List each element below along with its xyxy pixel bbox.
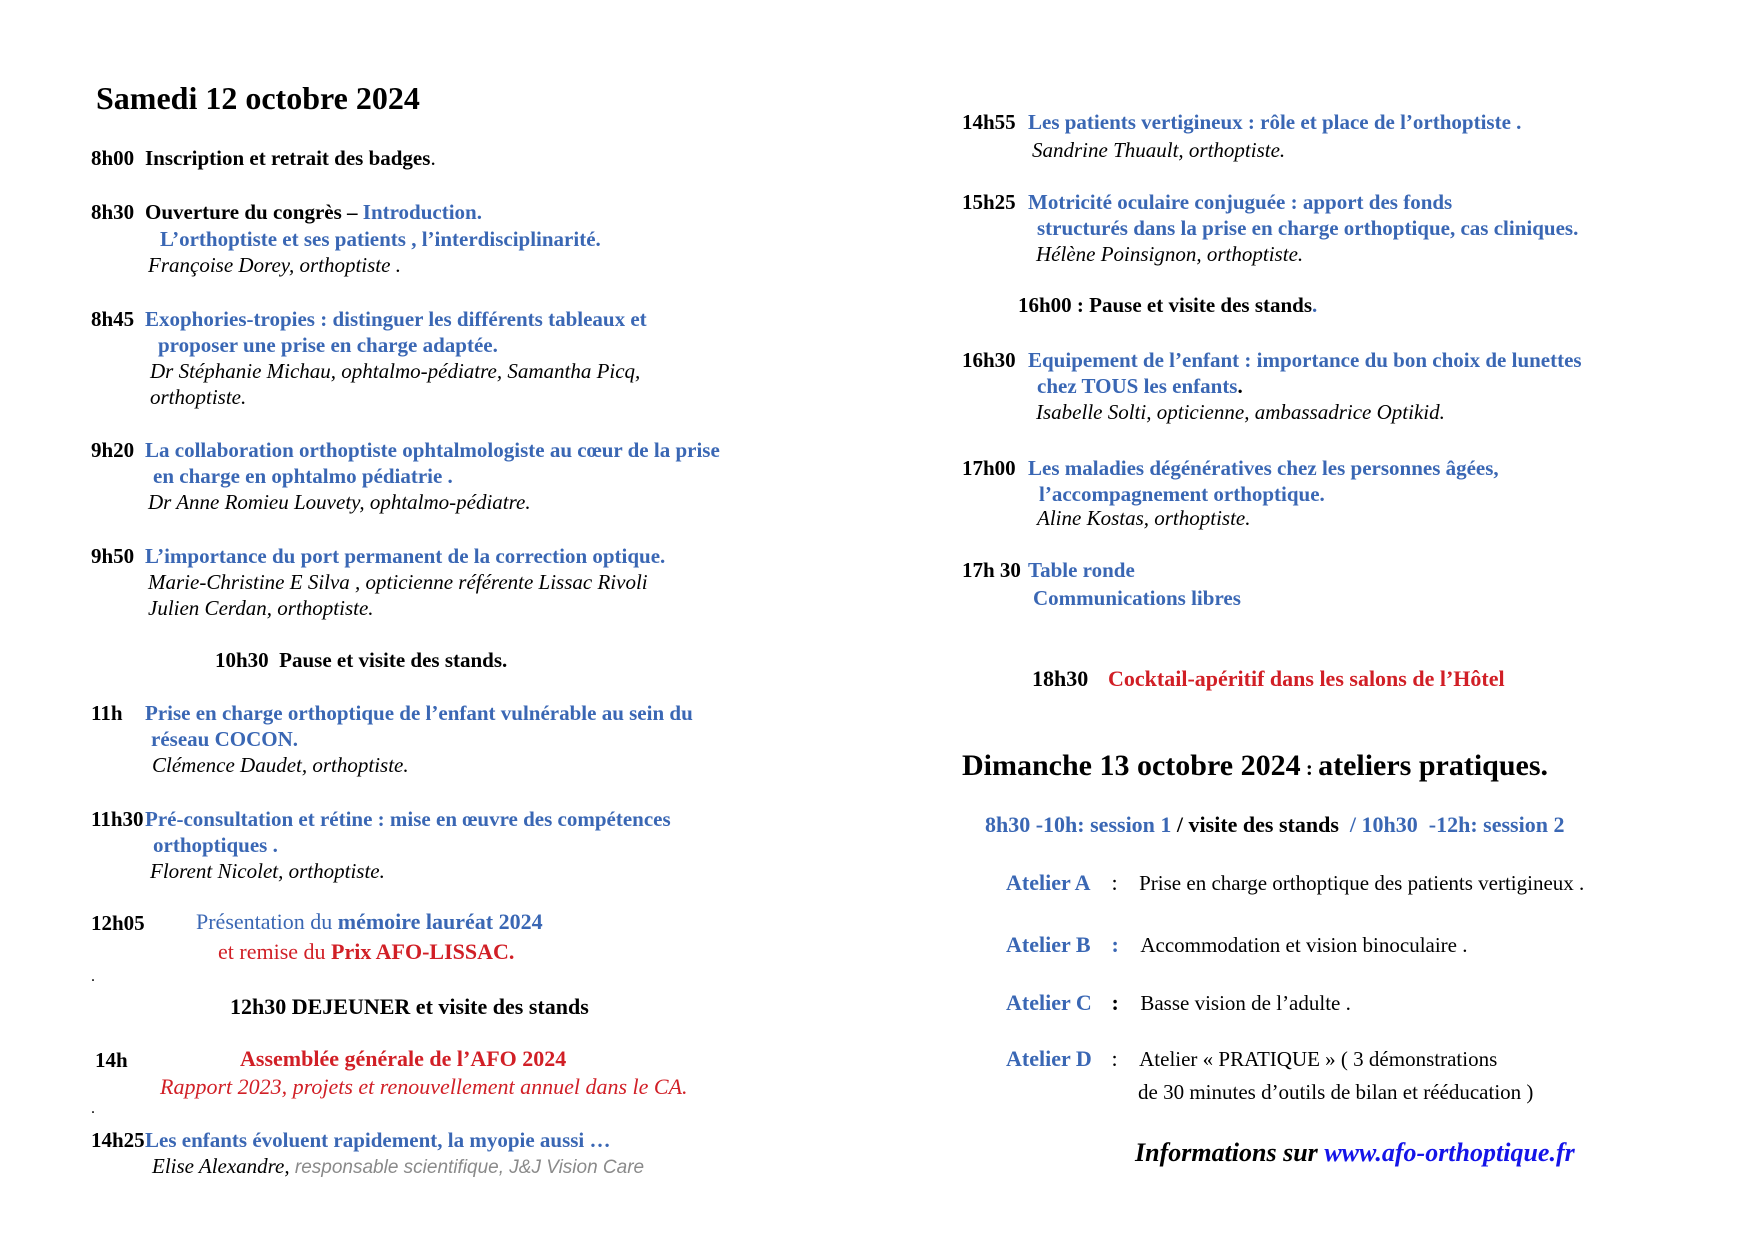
atelier-b-colon: :: [1106, 932, 1125, 957]
stray-dot-2: .: [91, 1100, 95, 1117]
footer-info-text: Informations sur: [1135, 1138, 1325, 1167]
event-0920-line1: [91, 438, 720, 463]
event-1205-line2: [218, 939, 514, 965]
sunday-heading-colon: :: [1300, 756, 1319, 780]
event-1700-speaker: Aline Kostas, orthoptiste.: [1037, 506, 1251, 530]
footer-info: [1135, 1138, 1575, 1169]
event-1525-speaker: Hélène Poinsignon, orthoptiste.: [1036, 242, 1304, 266]
pause-1030: 10h30 Pause et visite des stands.: [215, 648, 508, 672]
atelier-a-colon: :: [1106, 870, 1124, 895]
sunday-heading-date: Dimanche 13 octobre 2024: [962, 749, 1301, 782]
event-1205-prix: Prix AFO-LISSAC.: [331, 939, 515, 964]
event-1100-speaker: Clémence Daudet, orthoptiste.: [152, 753, 409, 777]
event-1425-speaker: [152, 1154, 644, 1179]
event-1130-title1: Pré-consultation et rétine : mise en œuvre des compétences: [145, 807, 671, 831]
event-1525-line1: [962, 190, 1452, 215]
event-1730-title1: Table ronde: [1028, 558, 1135, 582]
event-0800-time: 8h00: [91, 146, 135, 170]
stray-dot-1: .: [91, 968, 95, 985]
atelier-d-label: Atelier D: [1006, 1046, 1092, 1071]
event-1100-line2: réseau COCON.: [151, 727, 298, 751]
event-1455-title: Les patients vertigineux : rôle et place de l’orthoptiste .: [1028, 110, 1522, 134]
event-0845-line1: [91, 307, 647, 332]
event-1700-line2: l’accompagnement orthoptique.: [1039, 482, 1325, 506]
event-0845-speaker1: Dr Stéphanie Michau, ophtalmo-pédiatre, Samantha Picq,: [150, 359, 641, 383]
atelier-b: [1006, 932, 1468, 958]
afo-website-link[interactable]: www.afo-orthoptique.fr: [1324, 1138, 1575, 1167]
event-1700-title1: Les maladies dégénératives chez les personnes âgées,: [1028, 456, 1499, 480]
event-1130-line1: [91, 807, 671, 832]
cocktail-text: Cocktail-apéritif dans les salons de l’Hôtel: [1108, 666, 1505, 691]
event-0920-time: 9h20: [91, 438, 135, 462]
stands-text: / visite des stands: [1171, 812, 1345, 837]
event-1100-line1: [91, 701, 693, 726]
lunch-1230: 12h30 DEJEUNER et visite des stands: [230, 994, 589, 1019]
event-1100-time: 11h: [91, 701, 123, 725]
atelier-d-desc1: Atelier « PRATIQUE » ( 3 démonstrations: [1139, 1047, 1498, 1071]
event-1525-line2: structurés dans la prise en charge orthoptique, cas cliniques.: [1037, 216, 1579, 240]
event-0830-title-black: Ouverture du congrès –: [145, 200, 363, 224]
event-1425-title: Les enfants évoluent rapidement, la myopie aussi …: [145, 1128, 611, 1152]
event-1400-time-line: [95, 1048, 128, 1073]
event-0800: [91, 146, 436, 171]
event-1630-title2: chez TOUS les enfants: [1037, 374, 1238, 398]
event-0950-speaker2: Julien Cerdan, orthoptiste.: [148, 596, 374, 620]
event-1455-line1: [962, 110, 1521, 135]
event-1205-remise: et remise du: [218, 939, 332, 964]
cocktail-time: 18h30: [1032, 666, 1089, 691]
event-0845-title1: Exophories-tropies : distinguer les différents tableaux et: [145, 307, 647, 331]
event-0830-time: 8h30: [91, 200, 135, 224]
event-0950-line1: [91, 544, 665, 569]
event-0800-title: Inscription et retrait des badges: [145, 146, 431, 170]
event-1400-title: Assemblée générale de l’AFO 2024: [240, 1046, 567, 1071]
atelier-b-desc: Accommodation et vision binoculaire .: [1140, 933, 1468, 957]
event-0830-speaker: Françoise Dorey, orthoptiste .: [148, 253, 401, 277]
event-0830-title-blue: Introduction.: [362, 200, 482, 224]
atelier-c-desc: Basse vision de l’adulte .: [1140, 991, 1351, 1015]
pause-1600-text: 16h00 : Pause et visite des stands: [1018, 293, 1313, 317]
event-1400-time: 14h: [95, 1048, 128, 1072]
event-0845-time: 8h45: [91, 307, 135, 331]
event-1630-line2: [1037, 374, 1243, 399]
cocktail-1830: [1032, 666, 1505, 692]
event-1630-speaker: Isabelle Solti, opticienne, ambassadrice Optikid.: [1036, 400, 1445, 424]
event-0830-line1: [91, 200, 482, 225]
event-1730-line1: [962, 558, 1135, 583]
sessions-line: [985, 812, 1564, 838]
event-1455-time: 14h55: [962, 110, 1016, 134]
event-1730-line2: Communications libres: [1033, 586, 1241, 610]
atelier-a: [1006, 870, 1584, 896]
atelier-d-colon: :: [1106, 1046, 1124, 1071]
atelier-c-label: Atelier C: [1006, 990, 1092, 1015]
event-0920-title1: La collaboration orthoptiste ophtalmologiste au cœur de la prise: [145, 438, 720, 462]
event-0920-line2: en charge en ophtalmo pédiatrie .: [153, 464, 453, 488]
event-1730-time: 17h 30: [962, 558, 1021, 582]
event-1700-time: 17h00: [962, 456, 1016, 480]
event-1525-title1: Motricité oculaire conjuguée : apport des fonds: [1028, 190, 1453, 214]
atelier-d-line2: de 30 minutes d’outils de bilan et rééducation ): [1138, 1080, 1534, 1104]
event-1425-speaker-name: Elise Alexandre,: [152, 1154, 295, 1178]
pause-1600: [1018, 293, 1317, 318]
atelier-d-line1: [1006, 1046, 1497, 1072]
event-1205-line1: [196, 909, 543, 935]
event-0950-speaker1: Marie-Christine E Silva , opticienne référente Lissac Rivoli: [148, 570, 648, 594]
atelier-a-desc: Prise en charge orthoptique des patients vertigineux .: [1139, 871, 1585, 895]
sunday-heading: [962, 748, 1548, 783]
event-0830-line2: L’orthoptiste et ses patients , l’interdisciplinarité.: [160, 227, 601, 251]
event-0920-speaker: Dr Anne Romieu Louvety, ophtalmo-pédiatre.: [148, 490, 531, 514]
atelier-a-label: Atelier A: [1006, 870, 1091, 895]
event-0950-title1: L’importance du port permanent de la correction optique.: [145, 544, 666, 568]
event-1630-title1: Equipement de l’enfant : importance du bon choix de lunettes: [1028, 348, 1582, 372]
event-1130-time: 11h30: [91, 807, 144, 831]
event-0800-period: .: [430, 146, 436, 170]
event-1630-time: 16h30: [962, 348, 1016, 372]
event-1205-presentation: Présentation du: [196, 909, 338, 934]
session1-text: 8h30 -10h: session 1: [985, 812, 1172, 837]
event-1630-line1: [962, 348, 1582, 373]
sunday-heading-suffix: ateliers pratiques.: [1318, 749, 1549, 782]
event-1425-speaker-role: responsable scientifique, J&J Vision Care: [294, 1157, 645, 1178]
session2-text: / 10h30 -12h: session 2: [1344, 812, 1565, 837]
event-1205-time: 12h05: [91, 911, 145, 935]
event-1400-subtitle: Rapport 2023, projets et renouvellement annuel dans le CA.: [160, 1074, 688, 1099]
atelier-c-colon: :: [1106, 990, 1125, 1015]
event-1425-line1: [91, 1128, 611, 1153]
event-1455-speaker: Sandrine Thuault, orthoptiste.: [1032, 138, 1286, 162]
event-1700-line1: [962, 456, 1499, 481]
pause-1600-period: .: [1312, 293, 1318, 317]
event-1130-speaker: Florent Nicolet, orthoptiste.: [150, 859, 385, 883]
event-0845-speaker2: orthoptiste.: [150, 385, 247, 409]
event-1630-title2-period: .: [1237, 374, 1243, 398]
event-1205-memoire: mémoire lauréat 2024: [337, 909, 543, 934]
event-1100-title1: Prise en charge orthoptique de l’enfant vulnérable au sein du: [145, 701, 693, 725]
atelier-c: [1006, 990, 1351, 1016]
event-1425-time: 14h25: [91, 1128, 145, 1152]
event-0845-line2: proposer une prise en charge adaptée.: [158, 333, 498, 357]
event-1205-time-line: [91, 911, 145, 936]
saturday-heading: Samedi 12 octobre 2024: [96, 80, 420, 116]
event-0950-time: 9h50: [91, 544, 135, 568]
atelier-b-label: Atelier B: [1006, 932, 1091, 957]
event-1130-line2: orthoptiques .: [153, 833, 278, 857]
event-1525-time: 15h25: [962, 190, 1016, 214]
